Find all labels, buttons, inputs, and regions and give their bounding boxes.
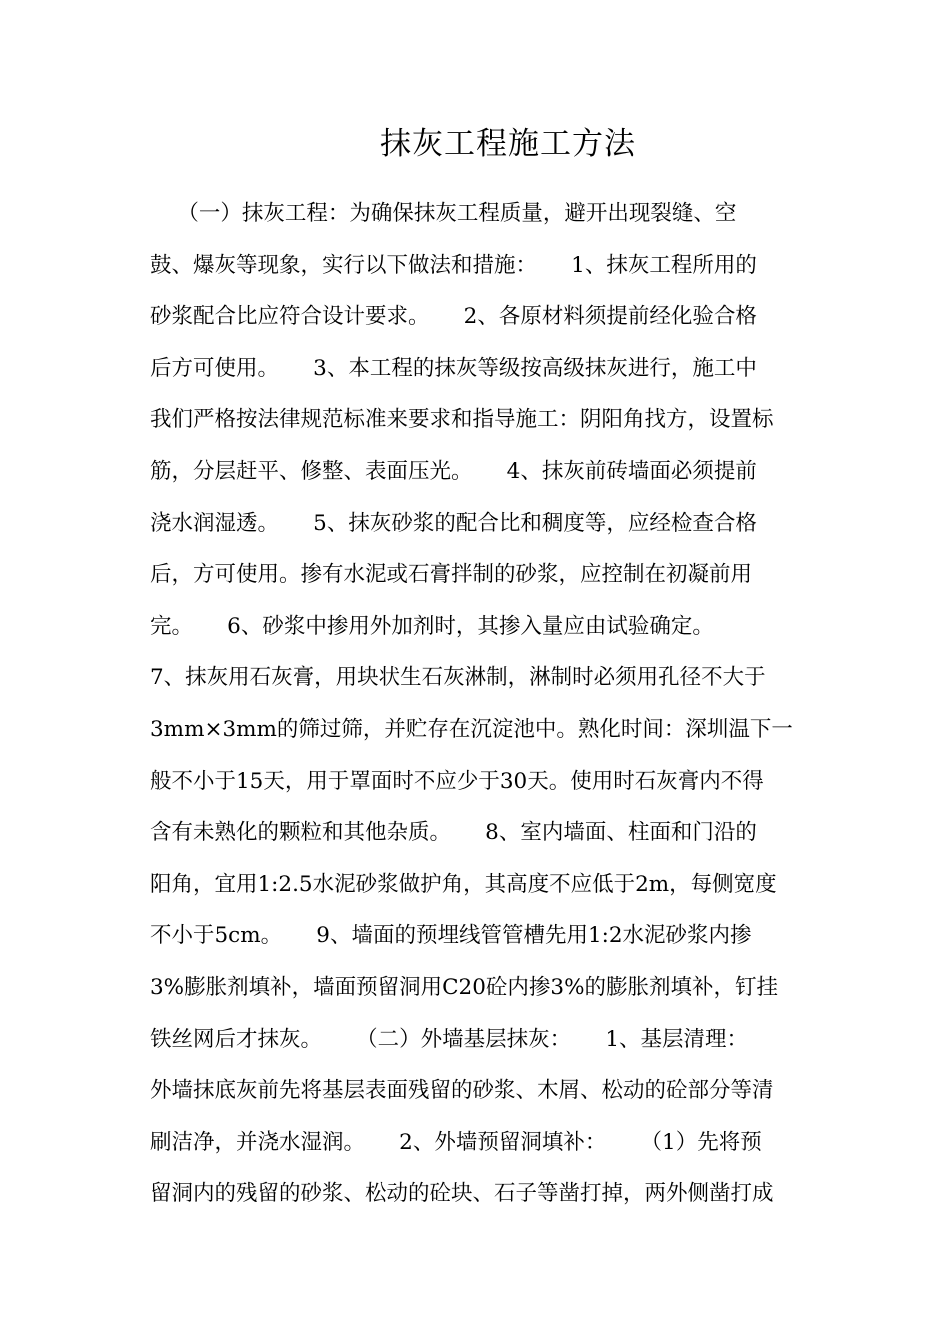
text-line: 般不小于15天，用于罩面时不应少于30天。使用时石灰膏内不得: [150, 768, 764, 794]
text-line: 留洞内的残留的砂浆、松动的砼块、石子等凿打掉，两外侧凿打成: [150, 1181, 774, 1207]
text-line: 含有未熟化的颗粒和其他杂质。 8、室内墙面、柱面和门沿的: [150, 820, 757, 846]
text-line: 铁丝网后才抹灰。 （二）外墙基层抹灰： 1、基层清理：: [150, 1026, 749, 1052]
text-line: 我们严格按法律规范标准来要求和指导施工：阴阳角找方，设置标: [150, 407, 774, 433]
text-line: 阳角，宜用1:2.5水泥砂浆做护角，其高度不应低于2m，每侧宽度: [150, 871, 777, 897]
text-line: 筋，分层赶平、修整、表面压光。 4、抹灰前砖墙面必须提前: [150, 458, 757, 484]
text-line: 后，方可使用。掺有水泥或石膏拌制的砂浆，应控制在初凝前用: [150, 562, 753, 588]
text-line: 不小于5cm。 9、墙面的预埋线管管槽先用1:2水泥砂浆内掺: [150, 923, 752, 949]
text-line: 3%膨胀剂填补，墙面预留洞用C20砼内掺3%的膨胀剂填补，钉挂: [150, 974, 779, 1000]
text-line: 浇水润湿透。 5、抹灰砂浆的配合比和稠度等，应经检查合格: [150, 510, 757, 536]
text-line: 鼓、爆灰等现象，实行以下做法和措施： 1、抹灰工程所用的: [150, 252, 757, 278]
text-line: 砂浆配合比应符合设计要求。 2、各原材料须提前经化验合格: [150, 304, 757, 330]
text-line: 外墙抹底灰前先将基层表面残留的砂浆、木屑、松动的砼部分等清: [150, 1078, 774, 1104]
document-title: 抹灰工程施工方法: [380, 126, 636, 162]
text-line: 完。 6、砂浆中掺用外加剂时，其掺入量应由试验确定。: [150, 613, 714, 639]
text-line: 7、抹灰用石灰膏，用块状生石灰淋制，淋制时必须用孔径不大于: [150, 665, 766, 691]
document-body: [150, 188, 810, 1220]
text-line: （一）抹灰工程：为确保抹灰工程质量，避开出现裂缝、空: [150, 201, 737, 226]
text-line: 后方可使用。 3、本工程的抹灰等级按高级抹灰进行，施工中: [150, 355, 757, 381]
text-line: 3mm×3mm的筛过筛，并贮存在沉淀池中。熟化时间：深圳温下一: [150, 716, 793, 742]
text-line: 刷洁净，并浇水湿润。 2、外墙预留洞填补： （1）先将预: [150, 1129, 762, 1155]
